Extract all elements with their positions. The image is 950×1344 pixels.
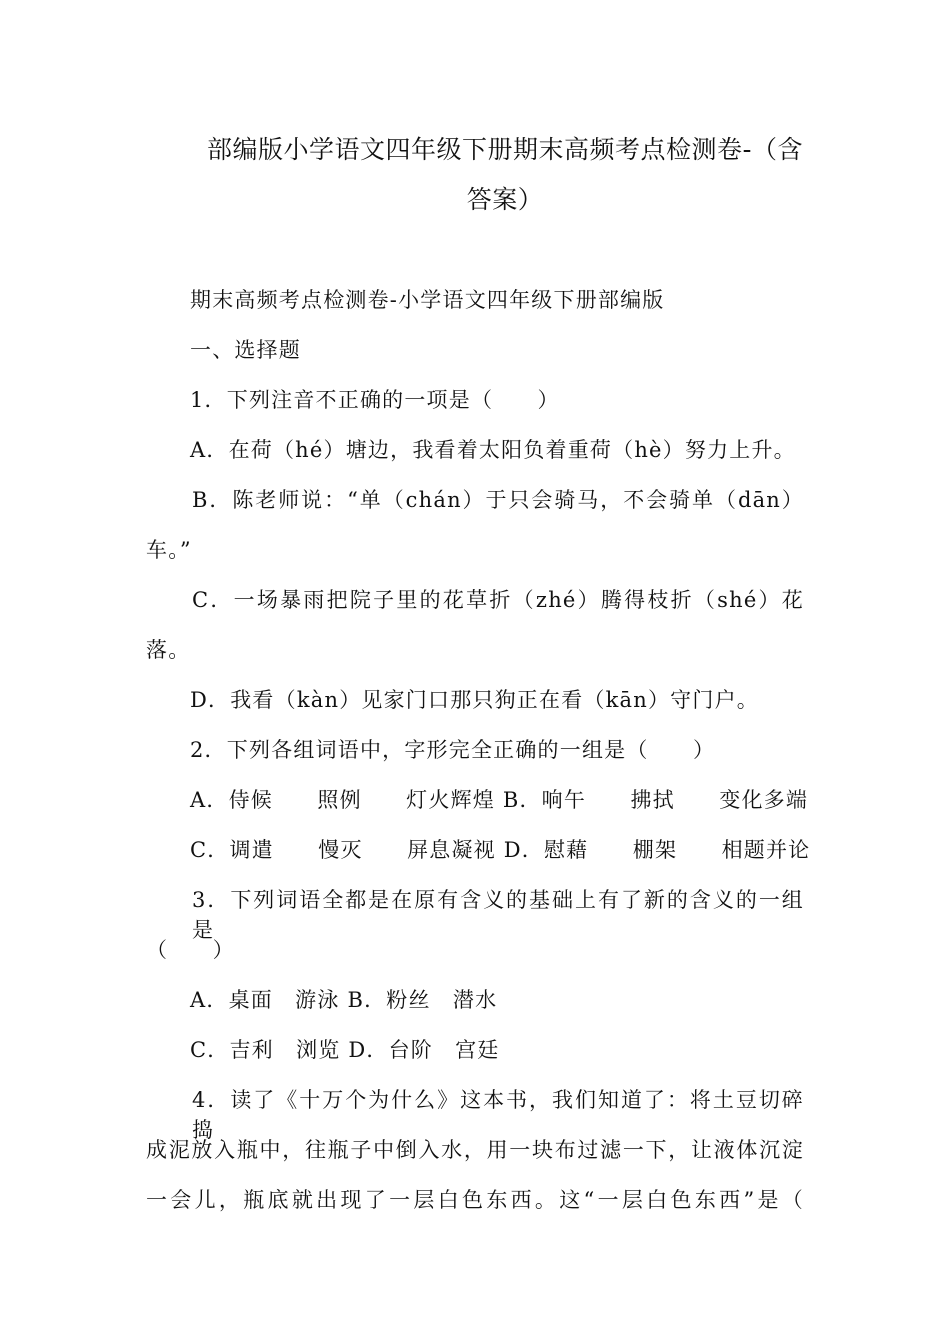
question-1-option-b-line-2: 车。” [146,538,192,562]
question-2-stem: 2．下列各组词语中，字形完全正确的一组是（ ） [190,738,716,762]
document-subtitle: 期末高频考点检测卷-小学语文四年级下册部编版 [190,288,665,312]
question-2-options-ab: A．侍候 照例 灯火辉煌 B．响午 拂拭 变化多端 [190,788,809,812]
question-1-option-c-line-2: 落。 [146,638,191,662]
question-1-option-d: D．我看（kàn）见家门口那只狗正在看（kān）守门户。 [190,688,759,712]
question-4-line-3: 一会儿，瓶底就出现了一层白色东西。这“一层白色东西”是（ [146,1188,804,1212]
question-3-stem-line-2: （ ） [146,938,235,962]
question-4-line-1: 4．读了《十万个为什么》这本书，我们知道了：将土豆切碎捣 [192,1088,804,1142]
document-title-line-2: 答案） [466,185,544,214]
question-1-option-a: A．在荷（hé）塘边，我看着太阳负着重荷（hè）努力上升。 [190,438,796,462]
question-1-option-b-line-1: B．陈老师说：“单（chán）于只会骑马，不会骑单（dān） [192,488,804,512]
question-2-options-cd: C．调遣 慢灭 屏息凝视 D．慰藉 棚架 相题并论 [190,838,811,862]
question-1-stem: 1．下列注音不正确的一项是（ ） [190,388,560,412]
question-4-line-2: 成泥放入瓶中，往瓶子中倒入水，用一块布过滤一下，让液体沉淀 [146,1138,804,1162]
question-3-options-cd: C．吉利 浏览 D．台阶 宫廷 [190,1038,500,1062]
section-heading: 一、选择题 [190,338,301,362]
question-1-option-c-line-1: C．一场暴雨把院子里的花草折（zhé）腾得枝折（shé）花 [192,588,804,612]
document-title-line-1: 部编版小学语文四年级下册期末高频考点检测卷-（含 [206,135,804,164]
question-3-options-ab: A．桌面 游泳 B．粉丝 潜水 [190,988,498,1012]
question-3-stem-line-1: 3．下列词语全都是在原有含义的基础上有了新的含义的一组是 [192,888,804,942]
